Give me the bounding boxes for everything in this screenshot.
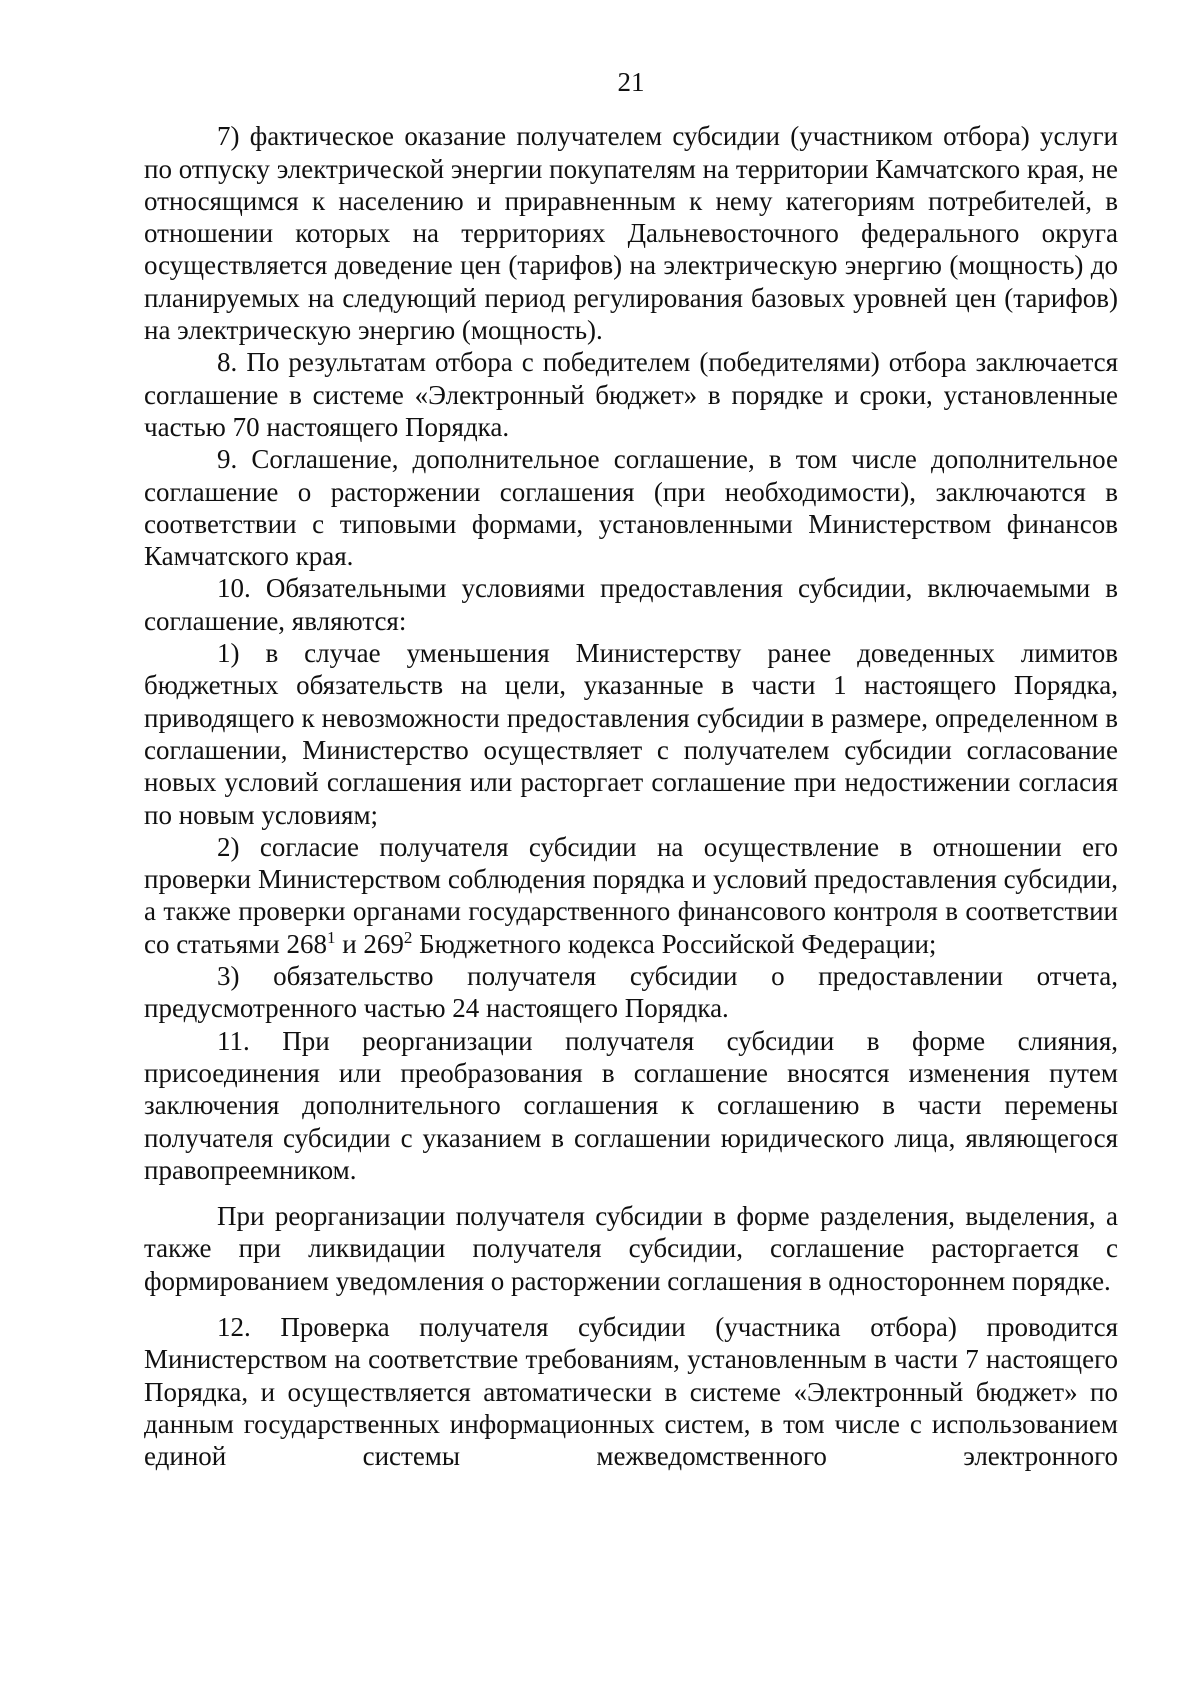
- paragraph-10-item-1: 1) в случае уменьшения Министерству ранее доведенных лимитов бюджетных обязательств на цели, указанные в части 1 настоящего Порядка, приводящего к невозможности предоставления субсидии в размере, определенном в соглашении, Министерство осуществляет с получателем субсидии согласование новых условий соглашения или расторгает соглашение при недостижении согласия по новым условиям;: [144, 638, 1118, 830]
- paragraph-11: 11. При реорганизации получателя субсидии в форме слияния, присоединения или преобразования в соглашение вносятся изменения путем заключения дополнительного соглашения к соглашению в части перемены получателя субсидии с указанием в соглашении юридического лица, являющегося правопреемником.: [144, 1025, 1118, 1185]
- paragraph-10: 10. Обязательными условиями предоставления субсидии, включаемыми в соглашение, являются:: [144, 573, 1118, 636]
- item-2-text-end: Бюджетного кодекса Российской Федерации;: [412, 928, 937, 959]
- paragraph-8: 8. По результатам отбора с победителем (победителями) отбора заключается соглашение в системе «Электронный бюджет» в порядке и сроки, установленные частью 70 настоящего Порядка.: [144, 347, 1118, 442]
- page-number: 21: [617, 67, 645, 97]
- superscript-2: 2: [403, 927, 413, 947]
- paragraph-10-item-2: [144, 831, 1118, 960]
- item-2-text-middle: и 269: [335, 928, 404, 959]
- document-page: [144, 66, 1118, 1472]
- item-2-text-start: 2) согласие получателя субсидии на осуществление в отношении его проверки Министерством соблюдения порядка и условий предоставления субсидии, а также проверки органами государственного финансового контроля в соответствии со статьями 268: [144, 831, 1118, 959]
- paragraph-7: 7) фактическое оказание получателем субсидии (участником отбора) услуги по отпуску электрической энергии покупателям на территории Камчатского края, не относящимся к населению и приравненным к нему категориям потребителей, в отношении которых на территориях Дальневосточного федерального округа осуществляется доведение цен (тарифов) на электрическую энергию (мощность) до планируемых на следующий период регулирования базовых уровней цен (тарифов) на электрическую энергию (мощность).: [144, 121, 1118, 346]
- paragraph-11-continuation: При реорганизации получателя субсидии в форме разделения, выделения, а также при ликвидации получателя субсидии, соглашение расторгается с формированием уведомления о расторжении соглашения в одностороннем порядке.: [144, 1201, 1118, 1296]
- paragraph-10-item-3: 3) обязательство получателя субсидии о предоставлении отчета, предусмотренного частью 24 настоящего Порядка.: [144, 961, 1118, 1024]
- paragraph-12: 12. Проверка получателя субсидии (участника отбора) проводится Министерством на соответствие требованиям, установленным в части 7 настоящего Порядка, и осуществляется автоматически в системе «Электронный бюджет» по данным государственных информационных систем, в том числе с использованием единой системы межведомственного электронного: [144, 1311, 1118, 1472]
- paragraph-9: 9. Соглашение, дополнительное соглашение, в том числе дополнительное соглашение о расторжении соглашения (при необходимости), заключаются в соответствии с типовыми формами, установленными Министерством финансов Камчатского края.: [144, 444, 1118, 572]
- superscript-1: 1: [326, 927, 336, 947]
